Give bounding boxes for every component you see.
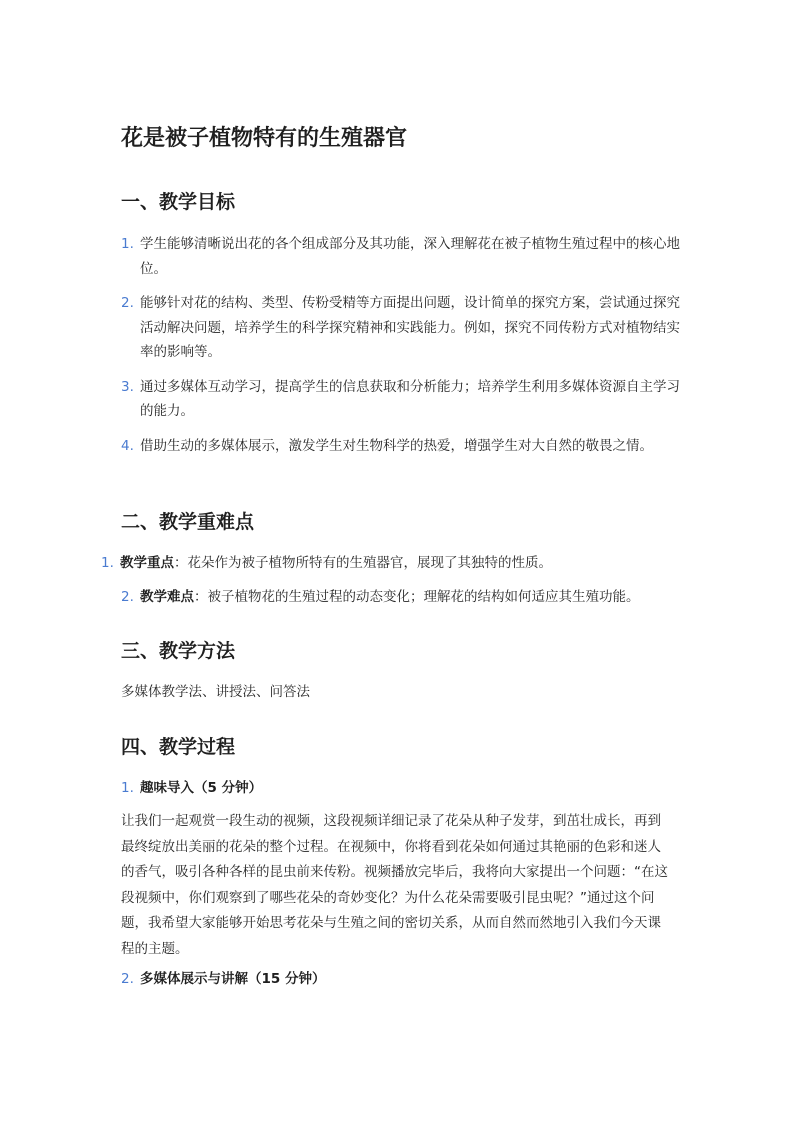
step-label: 多媒体展示与讲解（15 分钟）	[140, 971, 326, 987]
list-item	[121, 967, 681, 992]
list-item-text: 借助生动的多媒体展示，激发学生对生物科学的热爱，增强学生对大自然的敬畏之情。	[140, 437, 653, 454]
key-point-text: ：花朵作为被子植物所特有的生殖器官，展现了其独特的性质。	[174, 555, 552, 571]
step-1-paragraph: 让我们一起观赏一段生动的视频，这段视频详细记录了花朵从种子发芽，到茁壮成长，再到最终绽放出美丽的花朵的整个过程。在视频中，你将看到花朵如何通过其艳丽的色彩和迷人的香气，吸引各种各样的昆虫前来传粉。视频播放完毕后，我将向大家提出一个问题：“在这段视频中，你们观察到了哪些花朵的奇妙变化？为什么花朵需要吸引昆虫呢？”通过这个问题，我希望大家能够开始思考花朵与生殖之间的密切关系，从而自然而然地引入我们今天课程的主题。	[121, 813, 668, 957]
list-number: 1.	[121, 236, 134, 252]
list-number: 2.	[121, 295, 134, 311]
key-point-label: 教学重点	[120, 555, 174, 571]
heading-methods: 三、教学方法	[121, 640, 236, 662]
goals-list	[121, 232, 681, 458]
list-number: 3.	[121, 378, 134, 395]
list-item	[121, 434, 681, 459]
list-item	[121, 232, 681, 281]
list-item	[101, 551, 701, 576]
methods-text: 多媒体教学法、讲授法、问答法	[121, 684, 310, 700]
list-item-text: 通过多媒体互动学习，提高学生的信息获取和分析能力；培养学生利用多媒体资源自主学习的能力。	[140, 378, 680, 419]
list-number: 1.	[121, 780, 134, 796]
list-item	[121, 291, 681, 365]
difficulty-text: ：被子植物花的生殖过程的动态变化；理解花的结构如何适应其生殖功能。	[194, 589, 640, 605]
list-number: 1.	[101, 555, 114, 571]
heading-process: 四、教学过程	[121, 736, 236, 758]
list-item-text: 能够针对花的结构、类型、传粉受精等方面提出问题，设计简单的探究方案，尝试通过探究活动解决问题，培养学生的科学探究精神和实践能力。例如，探究不同传粉方式对植物结实率的影响等。	[140, 295, 680, 360]
list-item	[121, 375, 681, 424]
difficulty-label: 教学难点	[140, 589, 194, 605]
heading-goals: 一、教学目标	[121, 191, 236, 213]
list-number: 2.	[121, 971, 134, 987]
key-points-list	[101, 551, 701, 576]
process-step-1	[121, 776, 681, 801]
list-item	[121, 776, 681, 801]
list-number: 2.	[121, 589, 134, 605]
step-label: 趣味导入（5 分钟）	[140, 780, 263, 796]
list-item-text: 学生能够清晰说出花的各个组成部分及其功能，深入理解花在被子植物生殖过程中的核心地位。	[140, 236, 680, 277]
document-title: 花是被子植物特有的生殖器官	[121, 126, 408, 151]
key-points-list-2	[121, 585, 721, 610]
list-number: 4.	[121, 437, 134, 454]
heading-key-points: 二、教学重难点	[121, 511, 255, 533]
process-step-2	[121, 967, 681, 992]
list-item	[121, 585, 721, 610]
